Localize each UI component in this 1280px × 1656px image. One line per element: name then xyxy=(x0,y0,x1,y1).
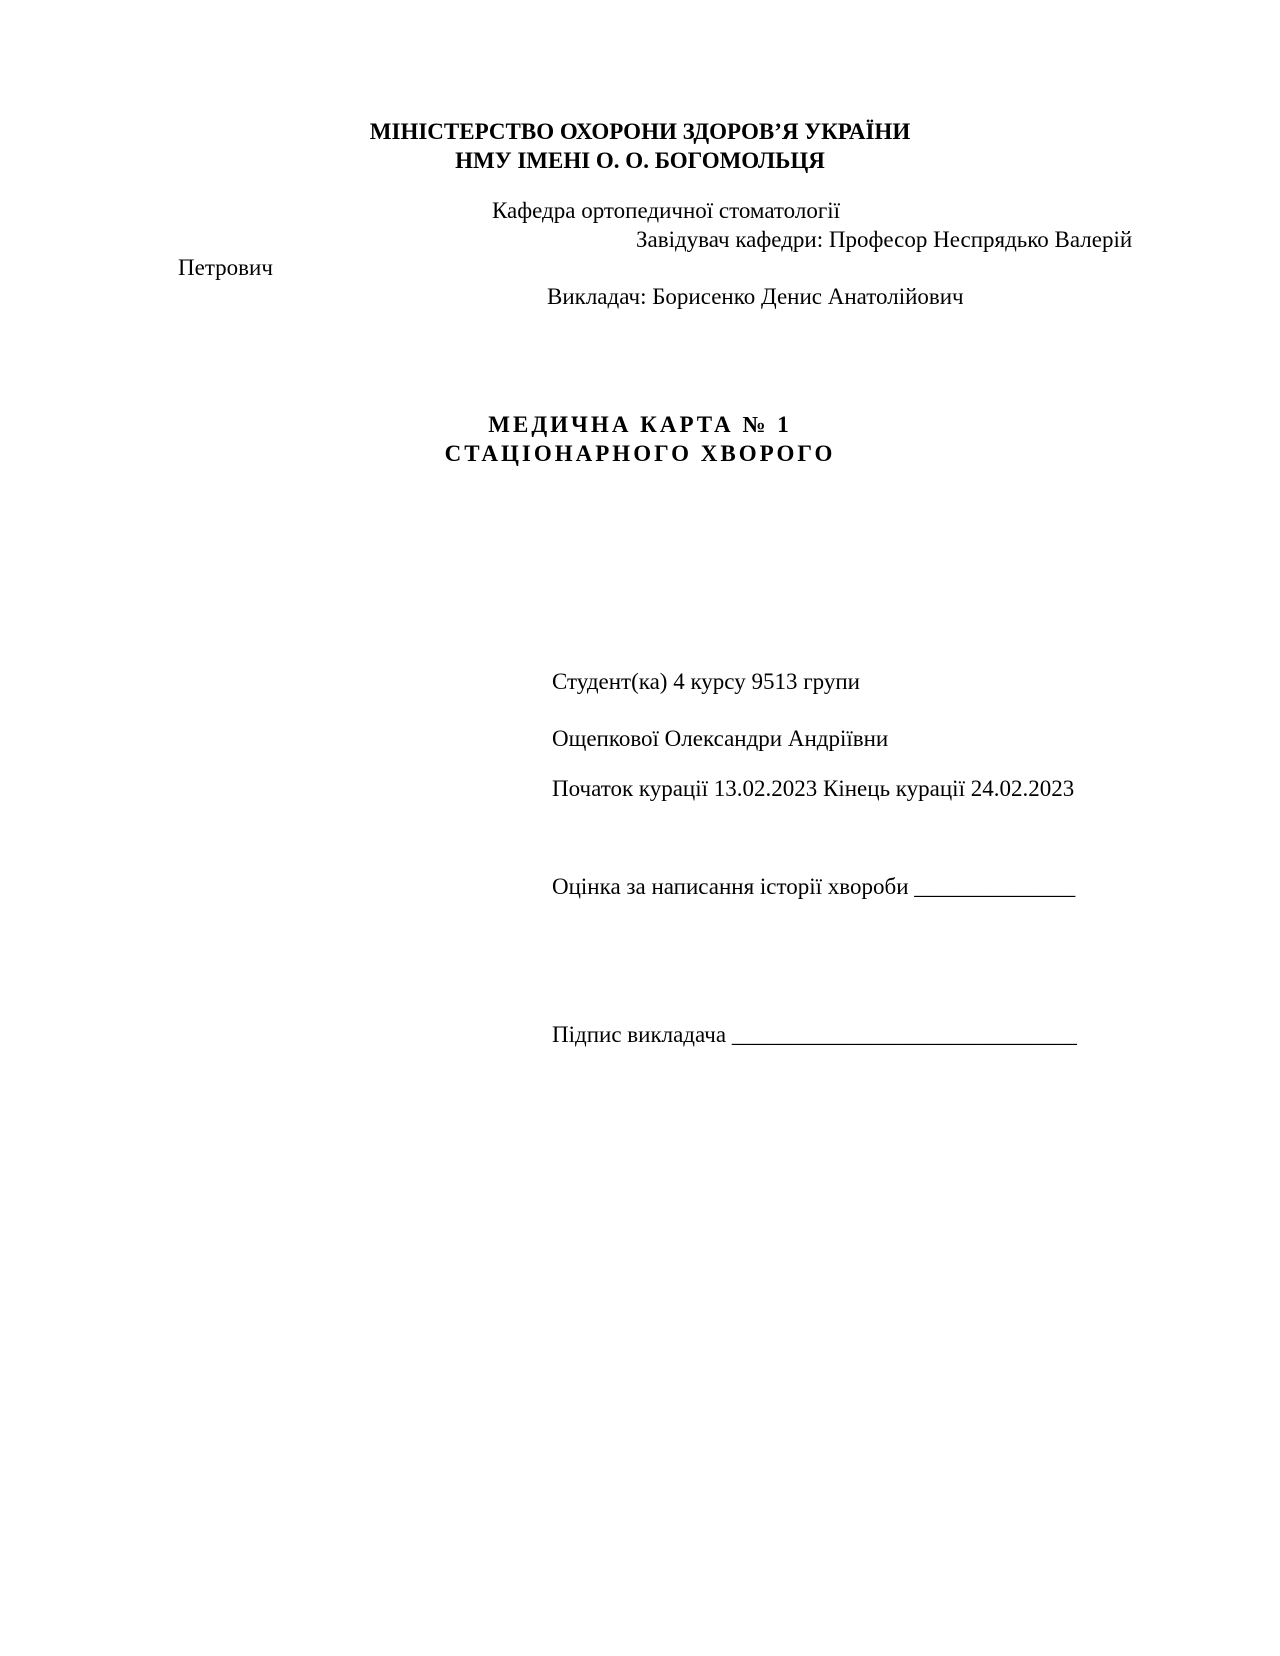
document-subtitle: СТАЦІОНАРНОГО ХВОРОГО xyxy=(444,441,836,466)
department-head-line-2: Петрович xyxy=(178,255,273,280)
department-name: Кафедра ортопедичної стоматології xyxy=(492,198,841,223)
university-heading: НМУ ІМЕНІ О. О. БОГОМОЛЬЦЯ xyxy=(455,148,825,173)
student-course-group: Студент(ка) 4 курсу 9513 групи xyxy=(552,669,860,694)
department-head-line-1: Завідувач кафедри: Професор Неспрядько Валерій xyxy=(636,227,1133,252)
teacher-name: Викладач: Борисенко Денис Анатолійович xyxy=(547,284,964,309)
document-title: МЕДИЧНА КАРТА № 1 xyxy=(488,412,792,437)
curation-dates: Початок курації 13.02.2023 Кінець курації 24.02.2023 xyxy=(552,776,1075,801)
ministry-heading: МІНІСТЕРСТВО ОХОРОНИ ЗДОРОВ’Я УКРАЇНИ xyxy=(369,119,911,144)
student-name: Ощепкової Олександри Андріївни xyxy=(552,726,889,751)
grade-line: Оцінка за написання історії хвороби ______________ xyxy=(552,874,1076,899)
signature-line: Підпис викладача ______________________________ xyxy=(552,1022,1077,1047)
